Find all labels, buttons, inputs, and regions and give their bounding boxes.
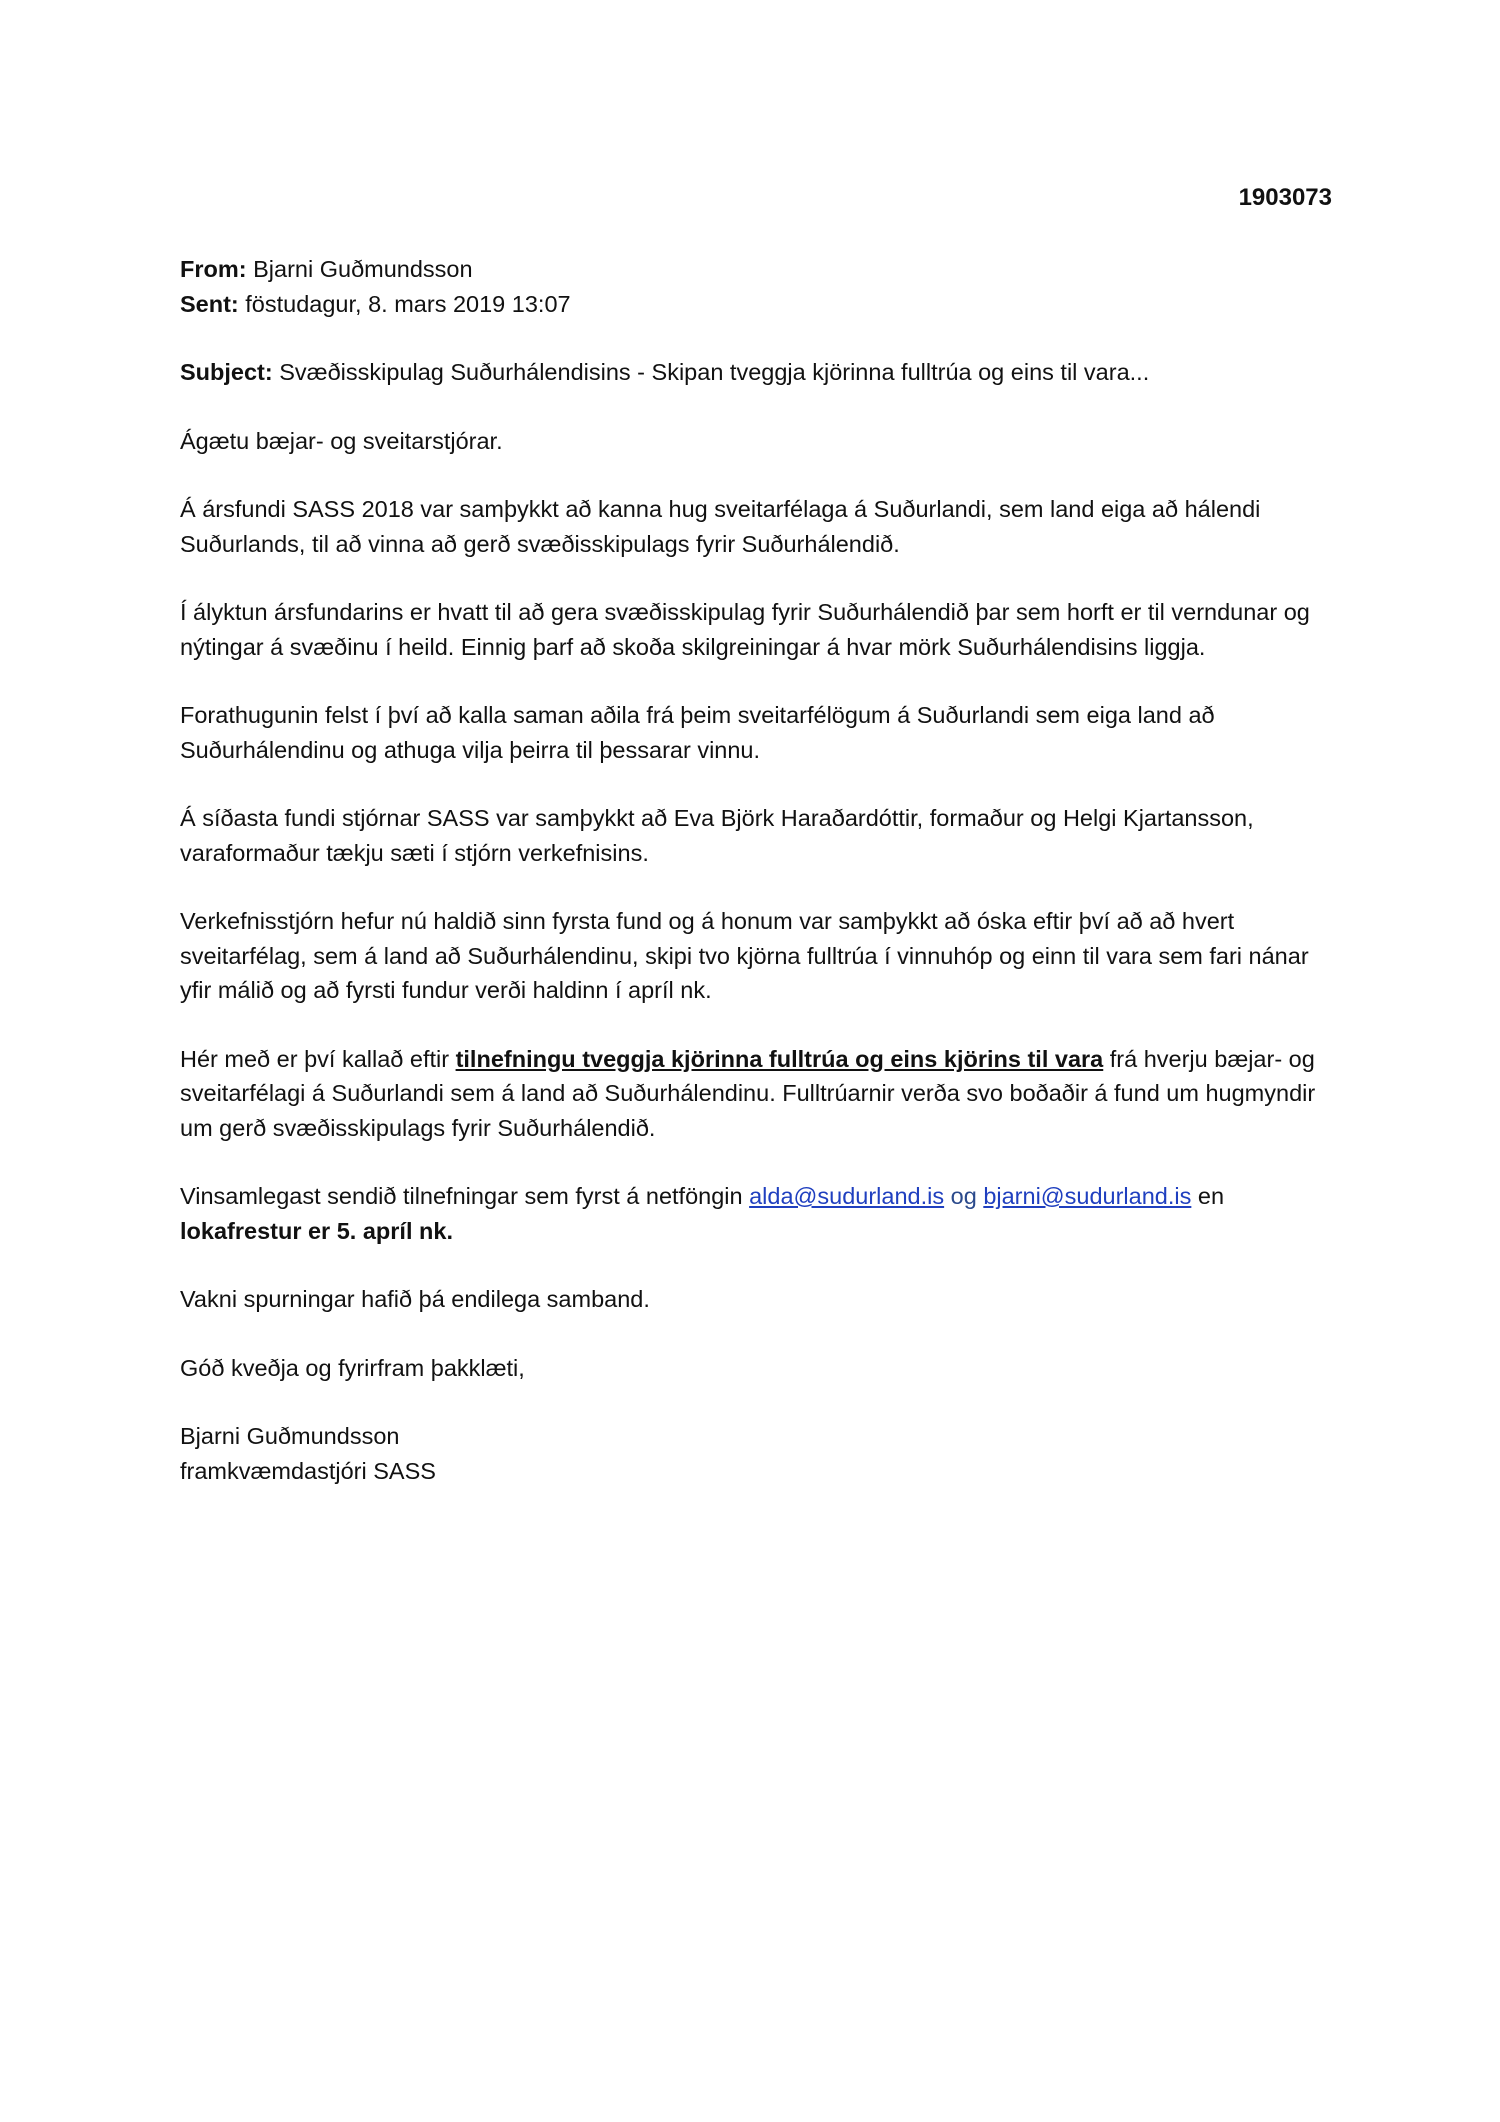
paragraph-4: Á síðasta fundi stjórnar SASS var samþykkt að Eva Björk Haraðardóttir, formaður og Helgi Kjartansson, varaformaður tækju sæti í stjórn verkefnisins. (180, 805, 1254, 866)
paragraph-1: Á ársfundi SASS 2018 var samþykkt að kanna hug sveitarfélaga á Suðurlandi, sem land eiga að hálendi Suðurlands, til að vinna að gerð svæðisskipulags fyrir Suðurhálendið. (180, 496, 1261, 557)
sent-label: Sent: (180, 290, 239, 317)
conjunction-og: og (950, 1183, 977, 1209)
paragraph-6-end: frá hverju bæjar- og sveitarfélagi á Suðurlandi sem á land að Suðurhálendinu. Fulltrúarnir verða svo boðaðir á fund um hugmyndir um gerð svæðisskipulags fyrir Suðurhálendið. (180, 1045, 1316, 1141)
email-link-alda[interactable]: alda@sudurland.is (749, 1183, 945, 1209)
subject-value: Svæðisskipulag Suðurhálendisins - Skipan tveggja kjörinna fulltrúa og eins til vara... (279, 359, 1150, 385)
paragraph-6-start: Hér með er því kallað eftir (180, 1045, 456, 1072)
subject-label: Subject: (180, 359, 273, 385)
letter-content (180, 252, 1335, 1488)
subject-line (180, 355, 1335, 390)
email-link-bjarni[interactable]: bjarni@sudurland.is (983, 1183, 1192, 1209)
paragraph-6 (180, 1042, 1335, 1146)
paragraph-7 (180, 1179, 1335, 1248)
document-number: 1903073 (1238, 184, 1332, 211)
sent-line (180, 287, 1335, 322)
from-label: From: (180, 256, 247, 282)
paragraph-7-start: Vinsamlegast sendið tilnefningar sem fyrst á netföngin (180, 1183, 750, 1209)
paragraph-2: Í ályktun ársfundarins er hvatt til að gera svæðisskipulag fyrir Suðurhálendið þar sem horft er til verndunar og nýtingar á svæðinu í heild. Einnig þarf að skoða skilgreiningar á hvar mörk Suðurhálendisins liggja. (180, 599, 1310, 660)
signature-name: Bjarni Guðmundsson (180, 1423, 400, 1449)
sent-value: föstudagur, 8. mars 2019 13:07 (245, 290, 571, 317)
deadline-text: lokafrestur er 5. apríl nk. (180, 1217, 453, 1244)
signature-title: framkvæmdastjóri SASS (180, 1457, 436, 1484)
paragraph-5: Verkefnisstjórn hefur nú haldið sinn fyrsta fund og á honum var samþykkt að óska eftir því að að hvert sveitarfélag, sem á land að Suðurhálendinu, skipi tvo kjörna fulltrúa í vinnuhóp og einn til vara sem fari nánar yfir málið og að fyrsti fundur verði haldinn í apríl nk. (180, 908, 1309, 1003)
paragraph-3: Forathugunin felst í því að kalla saman aðila frá þeim sveitarfélögum á Suðurlandi sem eiga land að Suðurhálendinu og athuga vilja þeirra til þessarar vinnu. (180, 702, 1215, 763)
from-value: Bjarni Guðmundsson (253, 256, 473, 282)
greeting: Ágætu bæjar- og sveitarstjórar. (180, 427, 503, 454)
paragraph-8: Vakni spurningar hafið þá endilega samband. (180, 1286, 650, 1312)
conjunction-en: en (1197, 1183, 1225, 1209)
nomination-request-emphasis: tilnefningu tveggja kjörinna fulltrúa og eins kjörins til vara (455, 1045, 1104, 1072)
closing-line: Góð kveðja og fyrirfram þakklæti, (180, 1354, 525, 1381)
from-line (180, 252, 1335, 287)
